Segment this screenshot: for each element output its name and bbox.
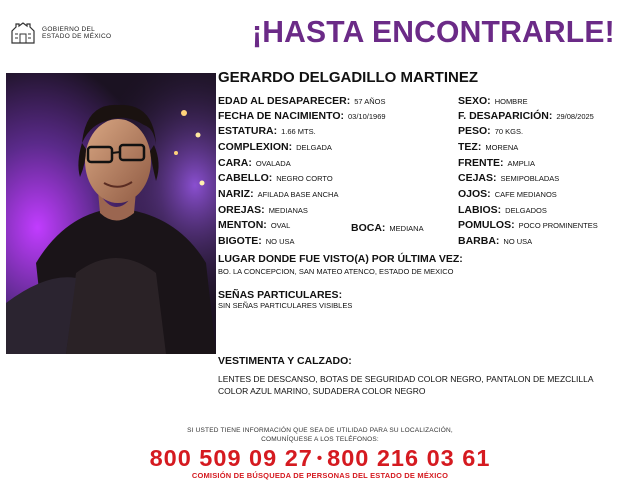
field-nose bbox=[218, 188, 338, 200]
field-lips-value: DELGADOS bbox=[505, 206, 547, 215]
field-eyes bbox=[458, 188, 557, 200]
marks-text: SIN SEÑAS PARTICULARES VISIBLES bbox=[218, 301, 353, 310]
contact-line-1: SI USTED TIENE INFORMACIÓN QUE SEA DE UTILIDAD PARA SU LOCALIZACIÓN, bbox=[187, 427, 453, 434]
phone-numbers bbox=[0, 445, 640, 472]
field-beard-value: NO USA bbox=[503, 237, 533, 246]
contact-line-2: COMUNÍQUESE A LOS TELÉFONOS: bbox=[261, 435, 379, 443]
field-build-label: COMPLEXION: bbox=[218, 141, 293, 153]
field-age-value: 57 AÑOS bbox=[354, 97, 386, 106]
field-eyebrows bbox=[458, 172, 559, 184]
field-birthdate-value: 03/10/1969 bbox=[348, 112, 386, 121]
field-weight-value: 70 KGS. bbox=[494, 127, 524, 136]
field-sex-label: SEXO: bbox=[458, 95, 491, 107]
clothing-title: VESTIMENTA Y CALZADO: bbox=[218, 355, 352, 367]
field-disappearance-date bbox=[458, 110, 594, 122]
field-weight-label: PESO: bbox=[458, 125, 491, 137]
field-lips-label: LABIOS: bbox=[458, 204, 502, 216]
government-logo bbox=[10, 22, 111, 44]
field-age bbox=[218, 95, 386, 107]
field-lips bbox=[458, 204, 547, 216]
field-beard-label: BARBA: bbox=[458, 235, 500, 247]
field-ears-value: MEDIANAS bbox=[268, 206, 308, 215]
headline: ¡HASTA ENCONTRARLE! bbox=[252, 14, 615, 49]
contact-info bbox=[0, 427, 640, 444]
field-nose-value: AFILADA BASE ANCHA bbox=[257, 190, 339, 199]
field-sex-value: HOMBRE bbox=[494, 97, 528, 106]
commission-name: COMISIÓN DE BÚSQUEDA DE PERSONAS DEL ESTADO DE MÉXICO bbox=[191, 471, 449, 480]
phone-separator: • bbox=[316, 450, 324, 467]
field-birthdate bbox=[218, 110, 386, 122]
field-height bbox=[218, 125, 316, 137]
field-forehead bbox=[458, 157, 535, 169]
field-birthdate-label: FECHA DE NACIMIENTO: bbox=[218, 110, 344, 122]
field-chin-value: OVAL bbox=[270, 221, 291, 230]
field-mouth-label: BOCA: bbox=[351, 222, 386, 234]
field-ears bbox=[218, 204, 308, 216]
field-disappearance-date-label: F. DESAPARICIÓN: bbox=[458, 110, 553, 122]
field-disappearance-date-value: 29/08/2025 bbox=[556, 112, 594, 121]
phone-2: 800 216 03 61 bbox=[327, 445, 491, 471]
clothing-text: LENTES DE DESCANSO, BOTAS DE SEGURIDAD COLOR NEGRO, PANTALON DE MEZCLILLA COLOR AZUL MARINO, SUDADERA COLOR NEGRO bbox=[218, 374, 594, 396]
field-beard bbox=[458, 235, 532, 247]
field-hair bbox=[218, 172, 333, 184]
field-complexion-value: MORENA bbox=[485, 143, 519, 152]
logo-line-2: ESTADO DE MÉXICO bbox=[42, 33, 112, 40]
field-hair-label: CABELLO: bbox=[218, 172, 273, 184]
field-face bbox=[218, 157, 291, 169]
field-chin-label: MENTON: bbox=[218, 219, 267, 231]
person-photo-illustration bbox=[6, 73, 216, 354]
state-seal-icon bbox=[10, 22, 36, 44]
field-eyebrows-label: CEJAS: bbox=[458, 172, 497, 184]
field-cheekbones-value: POCO PROMINENTES bbox=[518, 221, 598, 230]
field-nose-label: NARIZ: bbox=[218, 188, 254, 200]
marks-title: SEÑAS PARTICULARES: bbox=[218, 289, 343, 301]
field-cheekbones-label: POMULOS: bbox=[458, 219, 515, 231]
field-sex bbox=[458, 95, 528, 107]
field-height-label: ESTATURA: bbox=[218, 125, 278, 137]
person-photo bbox=[6, 73, 216, 354]
field-chin bbox=[218, 219, 290, 231]
field-complexion bbox=[458, 141, 518, 153]
field-build bbox=[218, 141, 332, 153]
field-forehead-label: FRENTE: bbox=[458, 157, 504, 169]
field-hair-value: NEGRO CORTO bbox=[276, 174, 333, 183]
field-eyes-value: CAFE MEDIANOS bbox=[494, 190, 557, 199]
field-weight bbox=[458, 125, 523, 137]
last-seen-text: BO. LA CONCEPCION, SAN MATEO ATENCO, ESTADO DE MEXICO bbox=[218, 267, 454, 276]
field-ears-label: OREJAS: bbox=[218, 204, 265, 216]
field-mustache-value: NO USA bbox=[265, 237, 295, 246]
field-mustache-label: BIGOTE: bbox=[218, 235, 262, 247]
field-eyes-label: OJOS: bbox=[458, 188, 491, 200]
field-age-label: EDAD AL DESAPARECER: bbox=[218, 95, 351, 107]
field-cheekbones bbox=[458, 219, 598, 231]
field-mouth bbox=[351, 222, 424, 234]
field-complexion-label: TEZ: bbox=[458, 141, 482, 153]
field-face-label: CARA: bbox=[218, 157, 252, 169]
field-eyebrows-value: SEMIPOBLADAS bbox=[500, 174, 560, 183]
last-seen-title: LUGAR DONDE FUE VISTO(A) POR ÚLTIMA VEZ: bbox=[218, 253, 463, 265]
person-name: GERARDO DELGADILLO MARTINEZ bbox=[218, 69, 478, 86]
field-mouth-value: MEDIANA bbox=[389, 224, 424, 233]
logo-text bbox=[42, 26, 111, 41]
field-face-value: OVALADA bbox=[255, 159, 291, 168]
logo-line-1: GOBIERNO DEL bbox=[42, 25, 96, 33]
field-mustache bbox=[218, 235, 295, 247]
field-height-value: 1.66 MTS. bbox=[281, 127, 316, 136]
field-forehead-value: AMPLIA bbox=[507, 159, 536, 168]
field-build-value: DELGADA bbox=[296, 143, 332, 152]
phone-1: 800 509 09 27 bbox=[149, 445, 313, 471]
